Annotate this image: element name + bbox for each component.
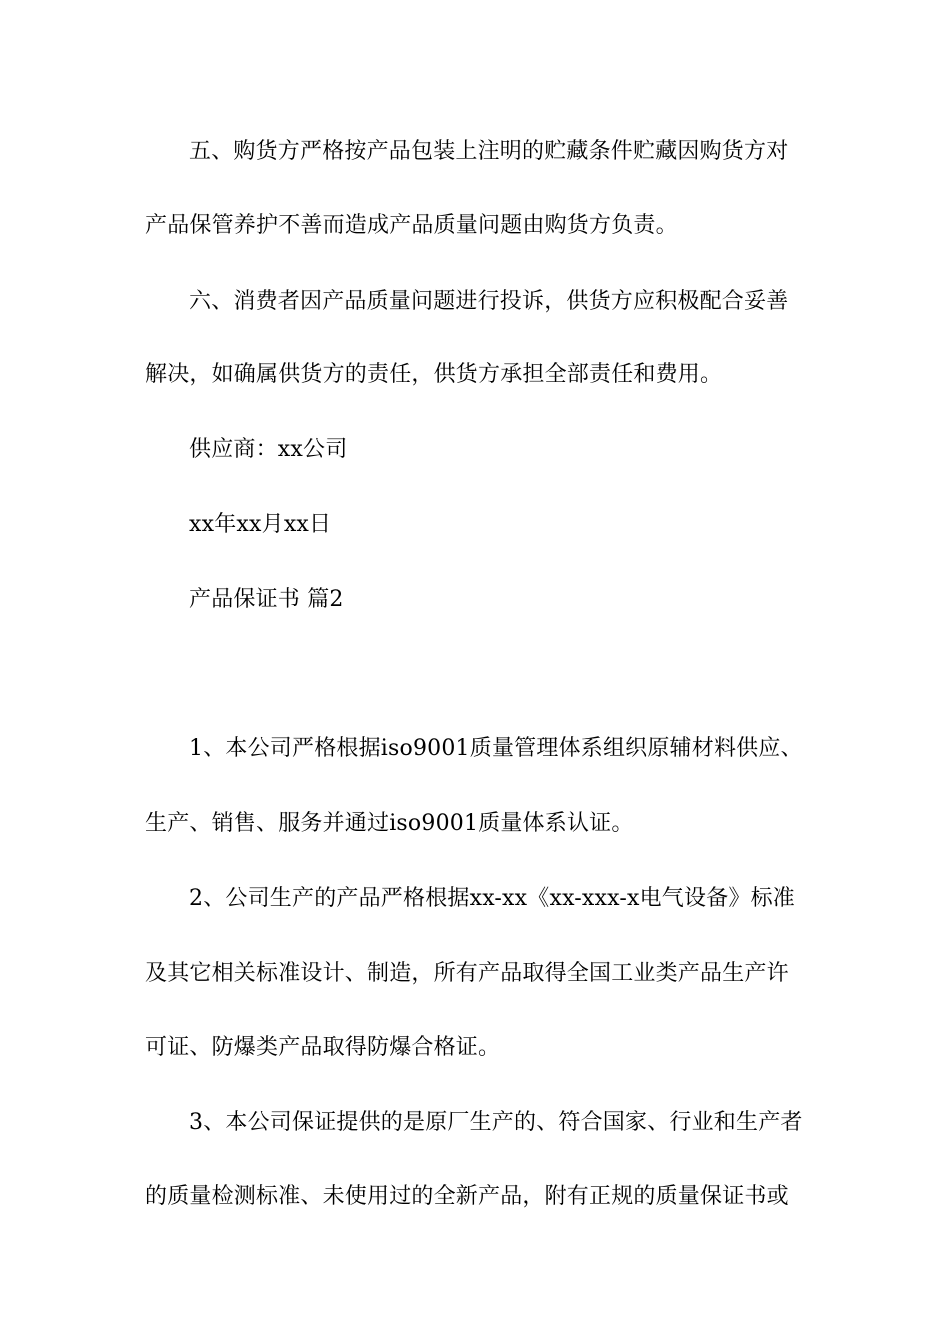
item-3-line-1: 3、本公司保证提供的是原厂生产的、符合国家、行业和生产者 — [189, 1110, 803, 1135]
item-2-line-3: 可证、防爆类产品取得防爆合格证。 — [145, 1035, 501, 1060]
item-1-line-2: 生产、销售、服务并通过iso9001质量体系认证。 — [145, 811, 634, 836]
item-3-line-2: 的质量检测标准、未使用过的全新产品，附有正规的质量保证书或 — [145, 1184, 789, 1209]
item-2-line-1: 2、公司生产的产品严格根据xx-xx《xx-xxx-x电气设备》标准 — [189, 886, 796, 911]
item-2-line-2: 及其它相关标准设计、制造，所有产品取得全国工业类产品生产许 — [145, 961, 789, 986]
date-line: xx年xx月xx日 — [189, 512, 332, 537]
paragraph-6-line-2: 解决，如确属供货方的责任，供货方承担全部责任和费用。 — [145, 362, 723, 387]
paragraph-6-line-1: 六、消费者因产品质量问题进行投诉，供货方应积极配合妥善 — [189, 289, 789, 314]
paragraph-5-line-1: 五、购货方严格按产品包装上注明的贮藏条件贮藏因购货方对 — [189, 139, 789, 164]
paragraph-5-line-2: 产品保管养护不善而造成产品质量问题由购货方负责。 — [145, 213, 678, 238]
section-heading: 产品保证书 篇2 — [189, 587, 344, 612]
item-1-line-1: 1、本公司严格根据iso9001质量管理体系组织原辅材料供应、 — [189, 736, 803, 761]
supplier-line: 供应商：xx公司 — [189, 437, 348, 462]
